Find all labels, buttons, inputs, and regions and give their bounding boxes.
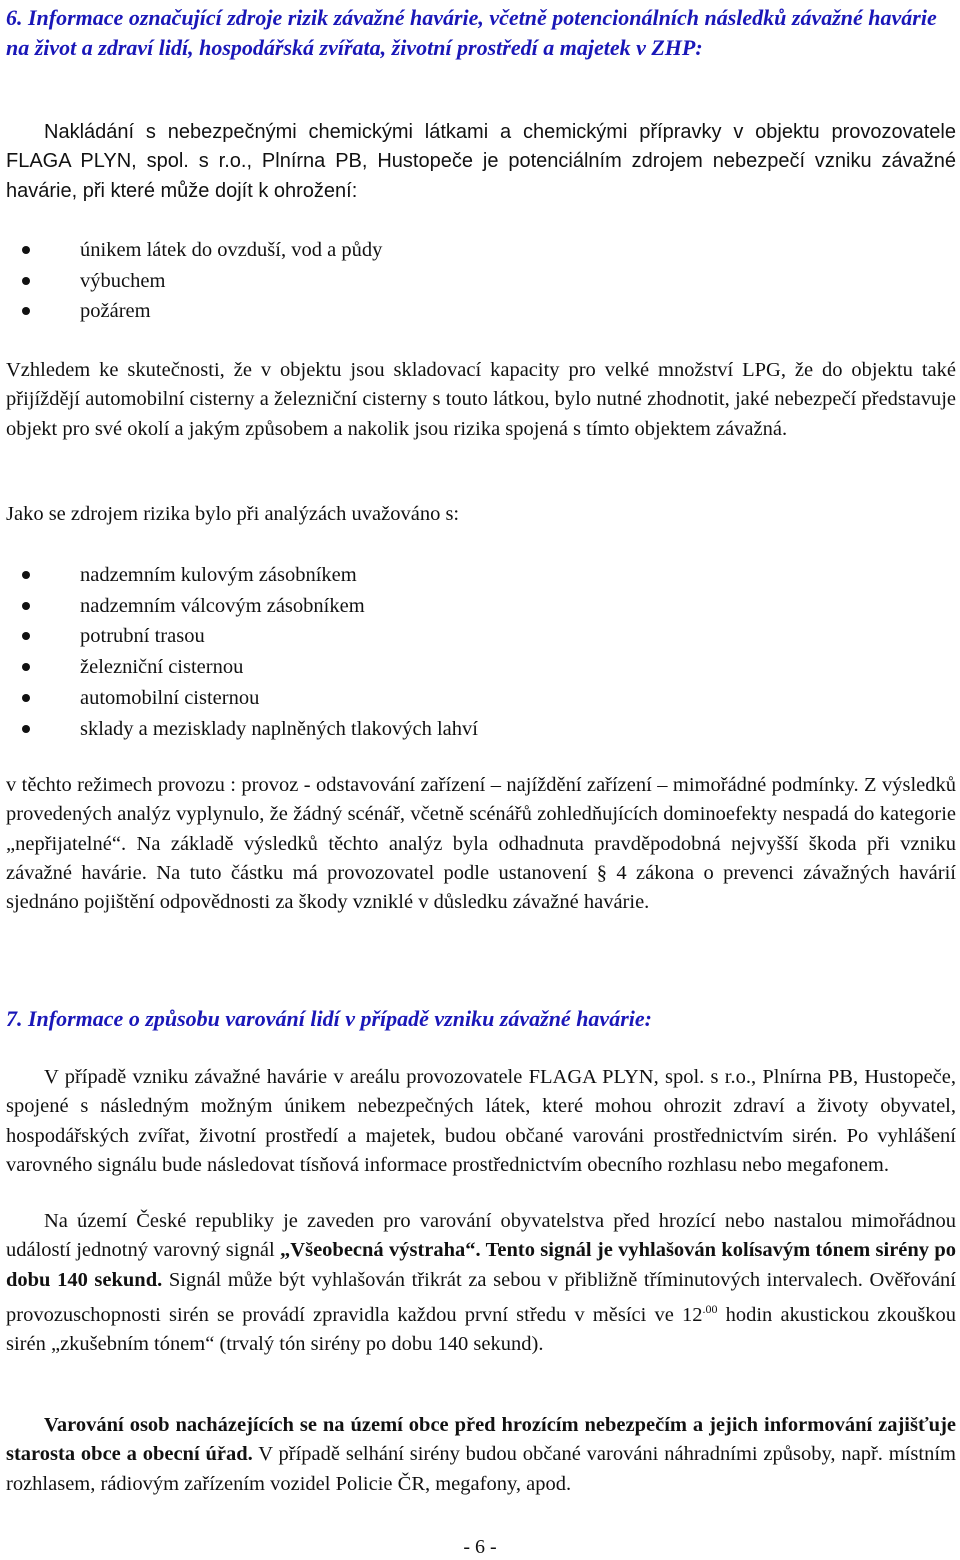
- list-item: nadzemním kulovým zásobníkem: [0, 560, 478, 591]
- bullet-icon: [22, 307, 30, 315]
- bullet-icon: [22, 663, 30, 671]
- list-item: sklady a mezisklady naplněných tlakových lahví: [0, 714, 478, 745]
- section-7-paragraph-1: V případě vzniku závažné havárie v areálu provozovatele FLAGA PLYN, spol. s r.o., Plnírna PB, Hustopeče, spojené s následným možným únikem nebezpečných látek, které mohou ohrozit zdraví a životy obyvatel, hospodářských zvířat, životní prostředí a majetek, budou občané varováni prostřednictvím sirén. Po vyhlášení varovného signálu bude následovat tísňová informace prostřednictvím obecního rozhlasu nebo megafonem.: [6, 1066, 956, 1176]
- list-item: nadzemním válcovým zásobníkem: [0, 591, 478, 622]
- list-item: potrubní trasou: [0, 621, 478, 652]
- section-7-paragraph-3: Varování osob nacházejících se na území obce před hrozícím nebezpečím a jejich informování zajišťuje starosta obce a obecní úřad. V případě selhání sirény budou občané varováni náhradními způsoby, např. místním rozhlasem, rádiovým zařízením vozidel Policie ČR, megafony, apod.: [6, 1414, 956, 1495]
- bullet-icon: [22, 725, 30, 733]
- risk-source-list: [0, 560, 478, 744]
- list-item: výbuchem: [0, 266, 382, 297]
- list-item: automobilní cisternou: [0, 683, 478, 714]
- page-number: - 6 -: [463, 1536, 497, 1558]
- bullet-icon: [22, 694, 30, 702]
- bullet-icon: [22, 602, 30, 610]
- bullet-icon: [22, 571, 30, 579]
- warning-signal-emphasis: „Všeobecná výstraha“. Tento signál je vyhlašován kolísavým tónem sirény po dobu 140 sekund.: [6, 1239, 957, 1291]
- section-6-conclusion: v těchto režimech provozu : provoz - odstavování zařízení – najíždění zařízení – mimořádné podmínky. Z výsledků provedených analýz vyplynulo, že žádný scénář, včetně scénářů zohledňujících dominoefekty nespadá do kategorie „nepřijatelné“. Na základě výsledků těchto analýz byla odhadnuta pravděpodobná nejvyšší škoda při vzniku závažné havárie. Na tuto částku má provozovatel podle ustanovení § 4 zákona o prevenci závažných havárií sjednáno pojištění odpovědnosti za škody vzniklé v důsledku závažné havárie.: [6, 774, 956, 914]
- section-6-context: Vzhledem ke skutečnosti, že v objektu jsou skladovací kapacity pro velké množství LPG, že do objektu také přijíždějí automobilní cisterny a železniční cisterny s touto látkou, bylo nutné zhodnotit, jaké nebezpečí představuje objekt pro své okolí a jakým způsobem a nakolik jsou rizika spojená s tímto objektem závažná.: [6, 359, 956, 440]
- list-item: železniční cisternou: [0, 652, 478, 683]
- threat-list: [0, 235, 382, 327]
- section-7-heading: 7. Informace o způsobu varování lidí v případě vzniku závažné havárie:: [6, 1006, 652, 1031]
- list-item: požárem: [0, 296, 382, 327]
- bullet-icon: [22, 277, 30, 285]
- section-7-paragraph-2: Na území České republiky je zaveden pro varování obyvatelstva před hrozící nebo nastalou mimořádnou událostí jednotný varovný signál „Všeobecná výstraha“. Tento signál je vyhlašován kolísavým tónem sirény po dobu 140 sekund. Signál může být vyhlašován třikrát za sebou v přibližně tříminutových intervalech. Ověřování provozuschopnosti sirén se provádí zpravidla každou první středu v měsíci ve $12^{.00}$ hodin akustickou zkouškou sirén „zkušebním tónem“ (trvalý tón sirény po dobu 140 sekund).: [6, 1210, 957, 1356]
- responsibility-emphasis: Varování osob nacházejících se na území obce před hrozícím nebezpečím a jejich informování zajišťuje starosta obce a obecní úřad.: [6, 1414, 956, 1466]
- section-6-sources-intro: Jako se zdrojem rizika bylo při analýzách uvažováno s:: [6, 503, 460, 525]
- list-item: únikem látek do ovzduší, vod a půdy: [0, 235, 382, 266]
- section-6-intro: Nakládání s nebezpečnými chemickými látkami a chemickými přípravky v objektu provozovatele FLAGA PLYN, spol. s r.o., Plnírna PB, Hustopeče je potenciálním zdrojem nebezpečí vzniku závažné havárie, při které může dojít k ohrožení:: [6, 121, 956, 202]
- bullet-icon: [22, 246, 30, 254]
- bullet-icon: [22, 632, 30, 640]
- section-6-heading: 6. Informace označující zdroje rizik závažné havárie, včetně potencionálních následků závažné havárie na život a zdraví lidí, hospodářská zvířata, životní prostředí a majetek v ZHP:: [6, 5, 937, 60]
